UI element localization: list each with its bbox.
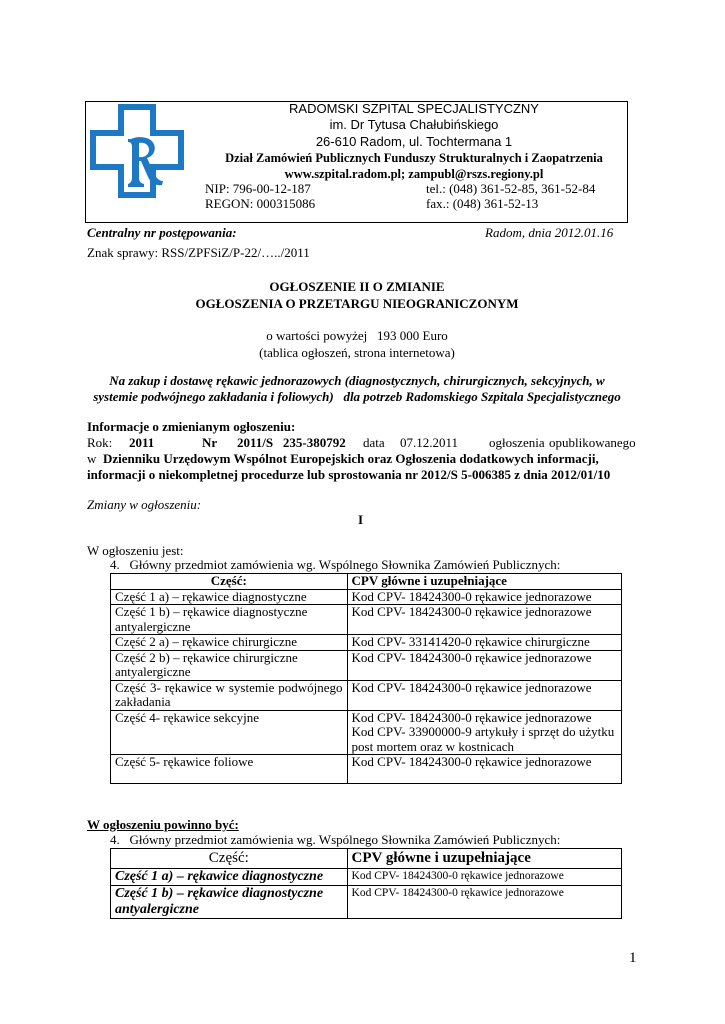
- cpv-line: Kod CPV- 33900000-9 artykuły i sprzęt do użytku post mortem oraz w kostnicach: [351, 724, 615, 754]
- should-be-label: W ogłoszeniu powinno być:: [87, 817, 239, 832]
- year-value: 2011: [129, 435, 155, 450]
- cpv-table-current: [110, 573, 622, 784]
- regon: REGON: 000315086: [205, 196, 316, 211]
- table-row: [111, 868, 622, 885]
- notice-title-line2: OGŁOSZENIA O PRZETARGU NIEOGRANICZONYM: [195, 296, 519, 311]
- fax: fax.: (048) 361-52-13: [426, 196, 539, 211]
- page-number: 1: [629, 950, 637, 966]
- notice-date: 07.12.2011: [400, 435, 459, 450]
- cpv-cell: [347, 710, 621, 755]
- publish-line: (tablica ogłoszeń, strona internetowa): [259, 345, 455, 360]
- table-row: [111, 589, 622, 605]
- cpv-cell: Kod CPV- 18424300-0 rękawice jednorazowe: [347, 589, 621, 605]
- info-w: w: [87, 451, 97, 466]
- table-row: [111, 710, 622, 755]
- info-heading: Informacje o zmienianym ogłoszeniu:: [87, 419, 296, 434]
- number-value: 2011/S 235-380792: [237, 435, 346, 450]
- part-cell: Część 5- rękawice foliowe: [111, 755, 348, 784]
- web-email[interactable]: www.szpital.radom.pl; zampubl@rszs.regiony.pl: [284, 167, 544, 181]
- changes-label: Zmiany w ogłoszeniu:: [87, 497, 202, 512]
- subject-line2: systemie podwójnego zakładania i foliowych) dla potrzeb Radomskiego Szpitala Specjalistycznego: [93, 389, 621, 404]
- part-cell: Część 1 b) – rękawice diagnostyczne antyalergiczne: [111, 885, 348, 918]
- table-header-cpv: CPV główne i uzupełniające: [347, 574, 621, 590]
- department-name: Dział Zamówień Publicznych Funduszy Strukturalnych i Zaopatrzenia: [225, 151, 603, 165]
- table-row: [111, 755, 622, 784]
- cpv-cell: Kod CPV- 18424300-0 rękawice jednorazowe: [347, 605, 621, 635]
- table-row: [111, 635, 622, 651]
- section-number: I: [358, 512, 364, 527]
- table-row: [111, 680, 622, 710]
- item4b-text: 4. Główny przedmiot zamówienia wg. Wspólnego Słownika Zamówień Publicznych:: [110, 832, 561, 847]
- cpv-cell: Kod CPV- 18424300-0 rękawice jednorazowe: [347, 885, 621, 918]
- hospital-name: RADOMSKI SZPITAL SPECJALISTYCZNY: [289, 101, 539, 116]
- is-label: W ogłoszeniu jest:: [87, 543, 184, 558]
- published-word: opublikowanego: [549, 435, 636, 450]
- table-header-row: [111, 849, 622, 869]
- number-label: Nr: [202, 435, 218, 450]
- year-label: Rok:: [87, 435, 113, 450]
- info-line3: informacji o niekompletnej procedurze lub sprostowania nr 2012/S 5-006385 z dnia 2012/01/10: [87, 467, 611, 482]
- telephone: tel.: (048) 361-52-85, 361-52-84: [426, 181, 596, 196]
- info-line2: Dzienniku Urzędowym Wspólnot Europejskich oraz Ogłoszenia dodatkowych informacji,: [103, 451, 599, 466]
- case-reference: Znak sprawy: RSS/ZPFSiZ/P-22/…../2011: [87, 245, 310, 260]
- hospital-logo: [87, 103, 187, 199]
- table-header-row: [111, 574, 622, 590]
- part-cell: Część 4- rękawice sekcyjne: [111, 710, 348, 755]
- hospital-address: 26-610 Radom, ul. Tochtermana 1: [315, 134, 513, 149]
- table-header-part: Część:: [111, 849, 348, 869]
- cpv-cell: Kod CPV- 18424300-0 rękawice jednorazowe: [347, 680, 621, 710]
- hospital-patron: im. Dr Tytusa Chałubińskiego: [329, 117, 499, 132]
- part-cell: Część 1 a) – rękawice diagnostyczne: [111, 589, 348, 605]
- cpv-cell: Kod CPV- 33141420-0 rękawice chirurgiczne: [347, 635, 621, 651]
- cpv-line: Kod CPV- 18424300-0 rękawice jednorazowe: [351, 709, 592, 725]
- item4-text: 4. Główny przedmiot zamówienia wg. Wspólnego Słownika Zamówień Publicznych:: [110, 557, 561, 572]
- nip: NIP: 796-00-12-187: [205, 181, 311, 196]
- cpv-cell: Kod CPV- 18424300-0 rękawice jednorazowe: [347, 650, 621, 680]
- part-cell: Część 3- rękawice w systemie podwójnego zakładania: [111, 680, 348, 710]
- part-cell: Część 2 b) – rękawice chirurgiczne antyalergiczne: [111, 650, 348, 680]
- cpv-cell: Kod CPV- 18424300-0 rękawice jednorazowe: [347, 868, 621, 885]
- central-number-label: Centralny nr postępowania:: [87, 225, 237, 240]
- table-row: [111, 605, 622, 635]
- notice-word: ogłoszenia: [489, 435, 545, 450]
- part-cell: Część 2 a) – rękawice chirurgiczne: [111, 635, 348, 651]
- cpv-table-corrected: [110, 848, 622, 919]
- cpv-cell: Kod CPV- 18424300-0 rękawice jednorazowe: [347, 755, 621, 784]
- table-header-part: Część:: [111, 574, 348, 590]
- table-row: [111, 650, 622, 680]
- notice-title-line1: OGŁOSZENIE II O ZMIANIE: [269, 279, 445, 294]
- part-cell: Część 1 b) – rękawice diagnostyczne antyalergiczne: [111, 605, 348, 635]
- place-date: Radom, dnia 2012.01.16: [485, 225, 614, 240]
- table-header-cpv: CPV główne i uzupełniające: [347, 849, 621, 869]
- subject-line1: Na zakup i dostawę rękawic jednorazowych (diagnostycznych, chirurgicznych, sekcyjnych, w: [109, 373, 605, 388]
- date-label: data: [363, 435, 385, 450]
- part-cell: Część 1 a) – rękawice diagnostyczne: [111, 868, 348, 885]
- value-line: o wartości powyżej 193 000 Euro: [266, 328, 448, 343]
- table-row: [111, 885, 622, 918]
